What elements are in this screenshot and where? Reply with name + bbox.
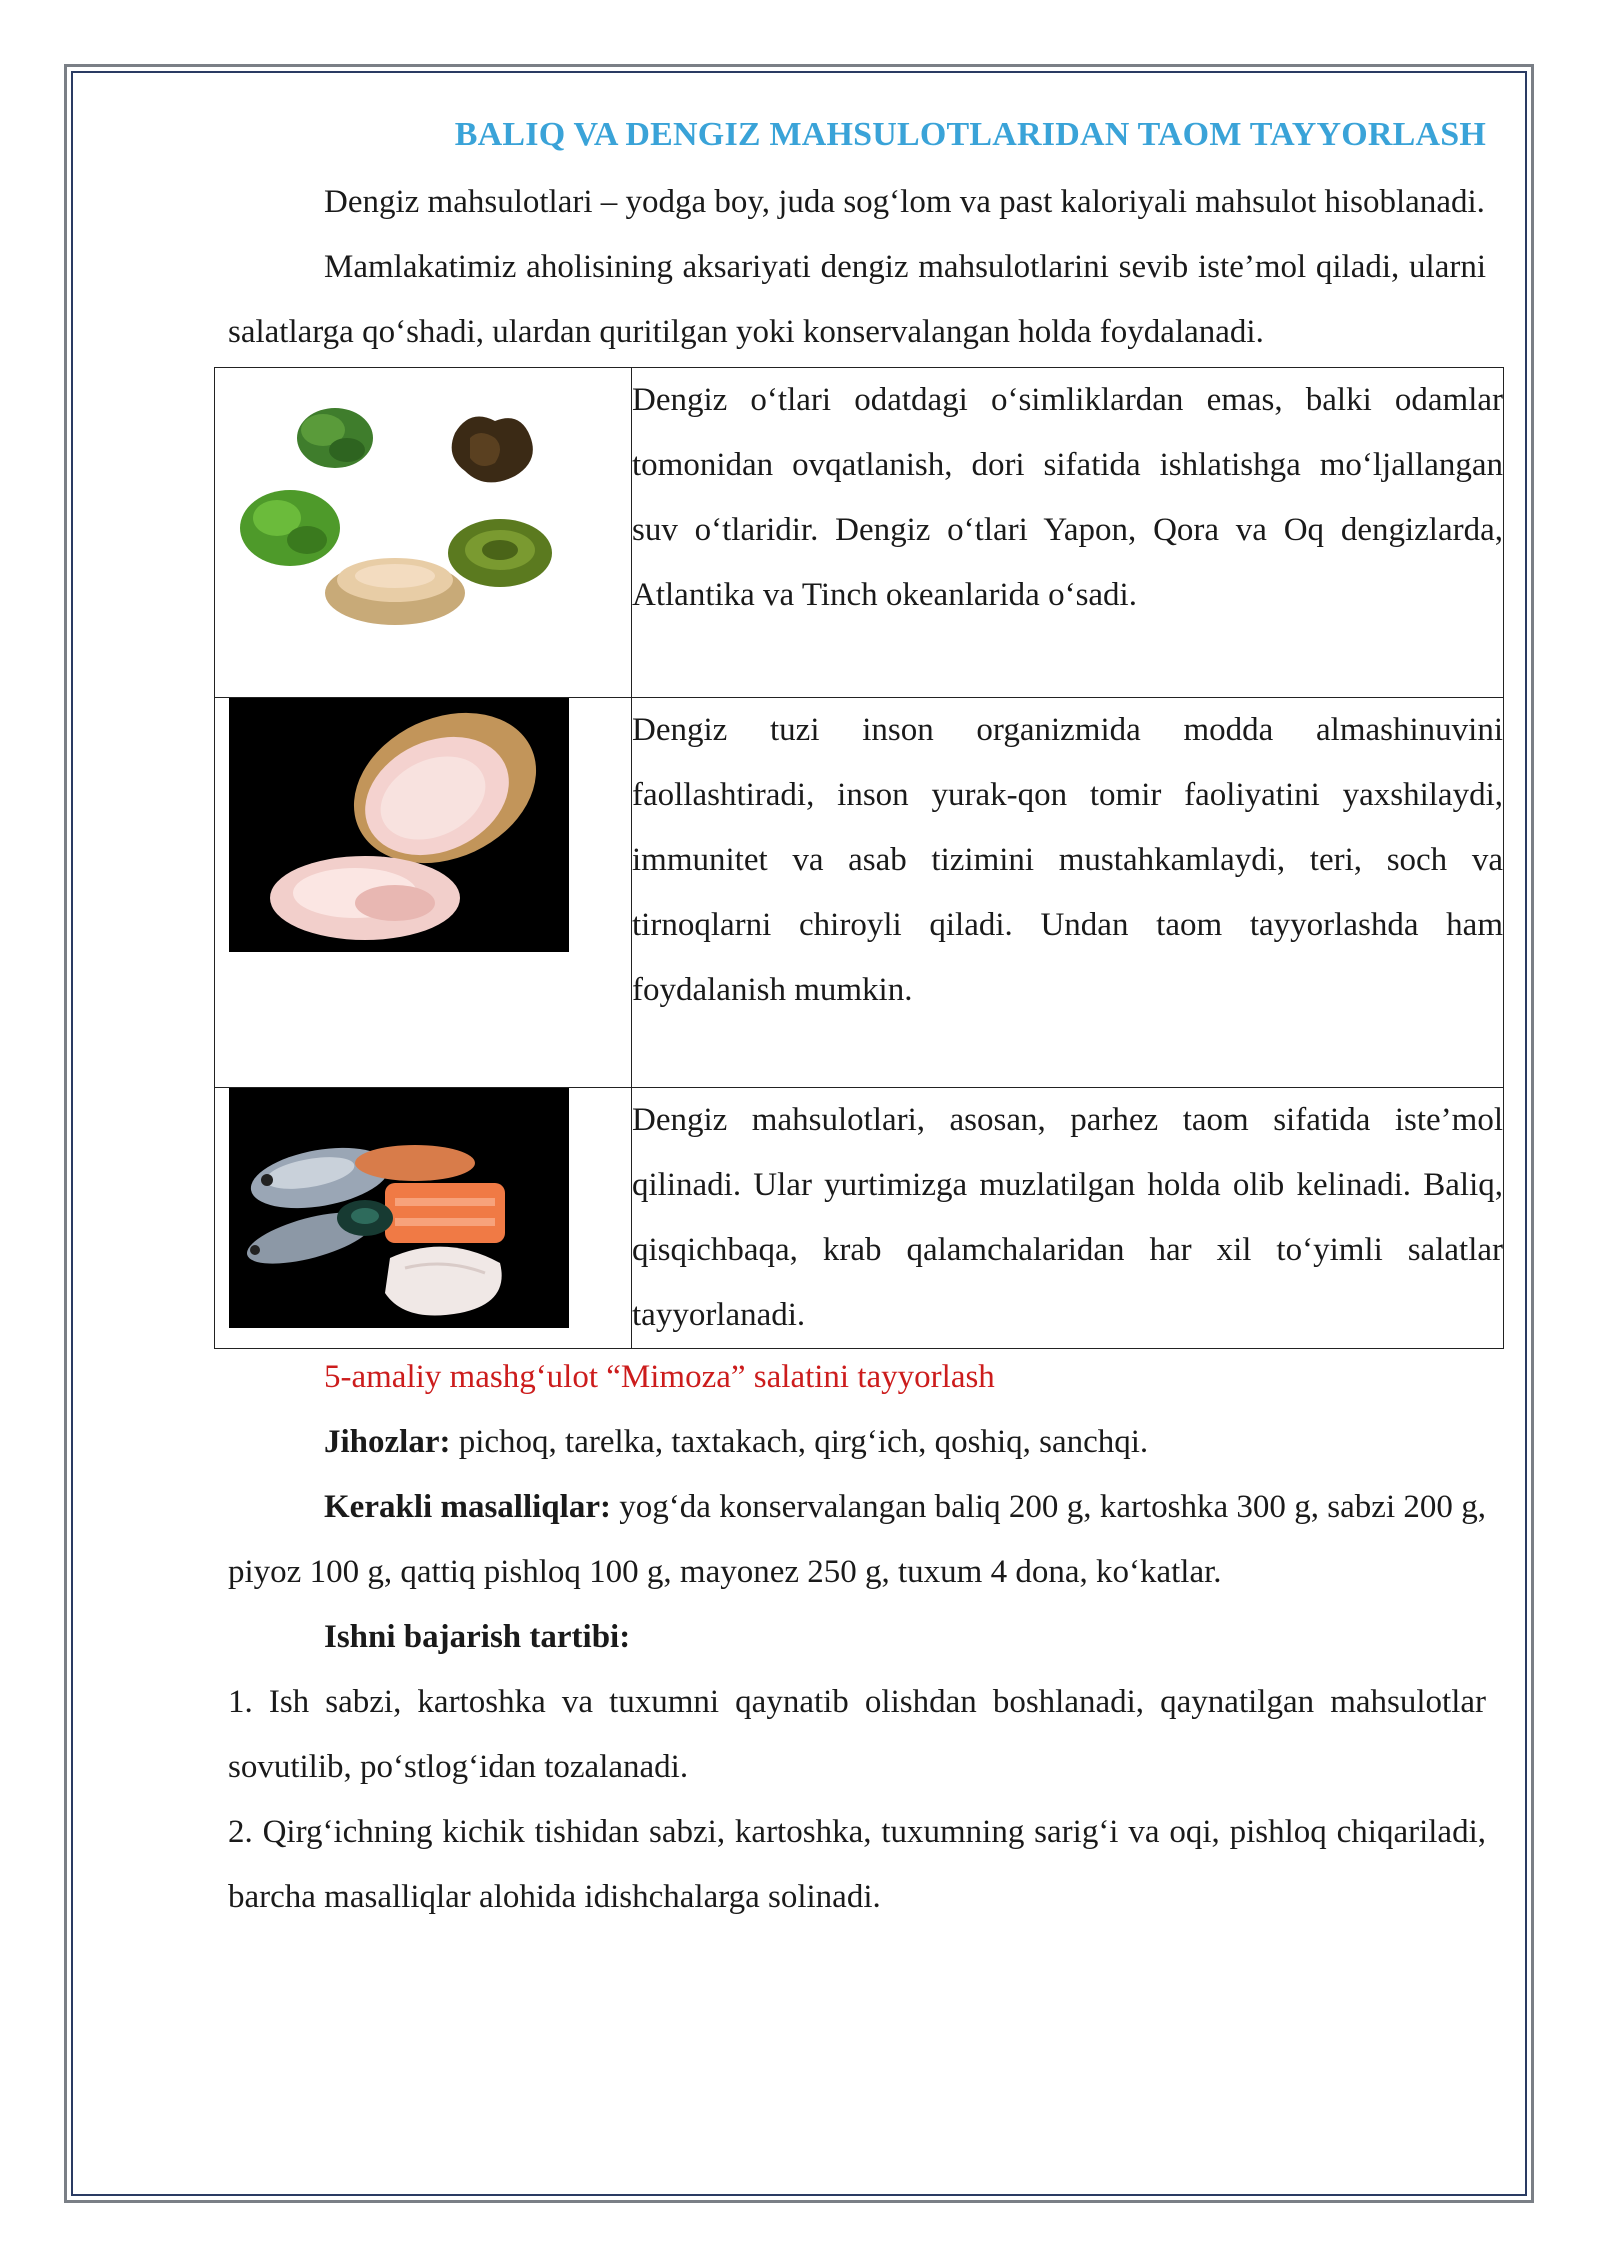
sea-salt-image xyxy=(215,698,631,958)
table-text-cell: Dengiz tuzi inson organizmida modda almashinuvini faollashtiradi, inson yurak-qon tomir faoliyatini yaxshilaydi, immunitet va asab tizimini mustahkamlaydi, teri, soch va tirnoqlarni chiroyli qiladi. Undan taom tayyorlashda ham foydalanish mumkin. xyxy=(632,698,1504,1088)
intro-paragraph-1: Dengiz mahsulotlari – yodga boy, juda sog‘lom va past kaloriyali mahsulot hisoblanadi. xyxy=(324,184,1485,220)
page-content xyxy=(228,100,1503,1930)
seafood-info-table xyxy=(214,367,1504,1349)
table-image-cell xyxy=(215,1088,632,1349)
procedure-step-2: 2. Qirg‘ichning kichik tishidan sabzi, kartoshka, tuxumning sarig‘i va oqi, pishloq chiqariladi, barcha masalliqlar alohida idishchalarga solinadi. xyxy=(228,1814,1486,1915)
equipment-label: Jihozlar: xyxy=(324,1424,451,1460)
table-row xyxy=(215,368,1504,698)
table-row xyxy=(215,1088,1504,1349)
equipment-text: pichoq, tarelka, taxtakach, qirg‘ich, qoshiq, sanchqi. xyxy=(450,1424,1149,1460)
procedure-heading-text: Ishni bajarish tartibi: xyxy=(324,1619,631,1655)
ingredients-text: yog‘da konservalangan baliq 200 g, kartoshka 300 g, sabzi 200 g, piyoz 100 g, qattiq pishloq 100 g, mayonez 250 g, tuxum 4 dona, ko‘katlar. xyxy=(228,1489,1486,1590)
intro-paragraph-2: Mamlakatimiz aholisining aksariyati dengiz mahsulotlarini sevib iste’mol qiladi, ularni salatlarga qo‘shadi, ulardan quritilgan yoki konservalangan holda foydalanadi. xyxy=(228,249,1486,350)
page-title: BALIQ VA DENGIZ MAHSULOTLARIDAN TAOM TAYYORLASH xyxy=(454,116,1486,153)
procedure-heading xyxy=(228,1605,1486,1670)
ingredients-label: Kerakli masalliqlar: xyxy=(324,1489,611,1525)
table-text-cell: Dengiz mahsulotlari, asosan, parhez taom sifatida iste’mol qilinadi. Ular yurtimizga muzlatilgan holda olib kelinadi. Baliq, qisqichbaqa, krab qalamchalaridan har xil to‘yimli salatlar tayyorlanadi. xyxy=(632,1088,1504,1349)
ingredients-line xyxy=(228,1475,1486,1605)
table-image-cell xyxy=(215,698,632,1088)
seafood-image xyxy=(215,1088,631,1338)
equipment-line xyxy=(228,1410,1486,1475)
table-row xyxy=(215,698,1504,1088)
procedure-step-1: 1. Ish sabzi, kartoshka va tuxumni qaynatib olishdan boshlanadi, qaynatilgan mahsulotlar sovutilib, po‘stlog‘idan tozalanadi. xyxy=(228,1684,1486,1785)
table-image-cell xyxy=(215,368,632,698)
practice-title: 5-amaliy mashg‘ulot “Mimoza” salatini tayyorlash xyxy=(324,1359,995,1395)
seaweed-image xyxy=(215,368,631,688)
table-text-cell: Dengiz o‘tlari odatdagi o‘simliklardan emas, balki odamlar tomonidan ovqatlanish, dori sifatida ishlatishga mo‘ljallangan suv o‘tlaridir. Dengiz o‘tlari Yapon, Qora va Oq dengizlarda, Atlantika va Tinch okeanlarida o‘sadi. xyxy=(632,368,1504,698)
